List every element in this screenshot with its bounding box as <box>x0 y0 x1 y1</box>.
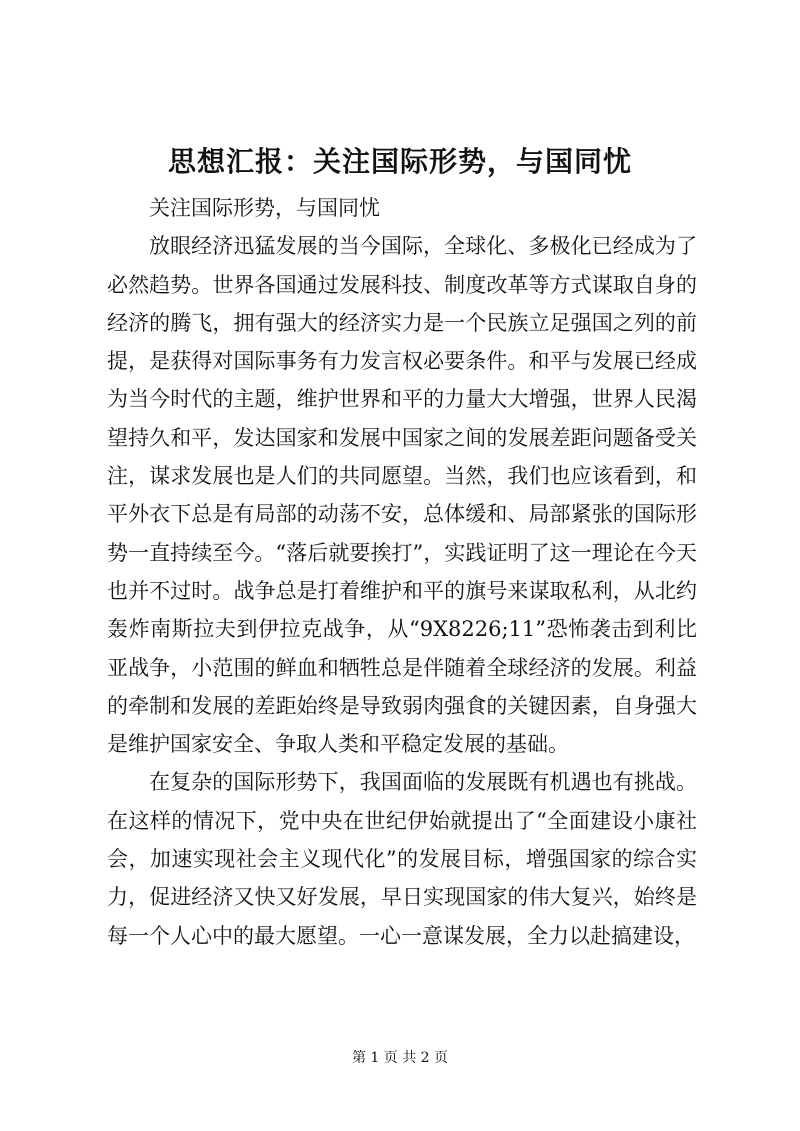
document-body <box>107 189 697 955</box>
subtitle-paragraph: 关注国际形势，与国同忧 <box>149 196 380 220</box>
page-footer: 第 1 页 共 2 页 <box>351 1050 449 1066</box>
document-title: 思想汇报：关注国际形势，与国同忧 <box>167 145 632 178</box>
body-paragraph: 在复杂的国际形势下，我国面临的发展既有机遇也有挑战。在这样的情况下，党中央在世纪伊始就提出了“全面建设小康社会，加速实现社会主义现代化”的发展目标，增强国家的综合实力，促进经济又快又好发展，早日实现国家的伟大复兴，始终是每一个人心中的最大愿望。一心一意谋发展，全力以赴搞建设， <box>107 770 697 948</box>
body-paragraph: 放眼经济迅猛发展的当今国际，全球化、多极化已经成为了必然趋势。世界各国通过发展科技、制度改革等方式谋取自身的经济的腾飞，拥有强大的经济实力是一个民族立足强国之列的前提，是获得对国际事务有力发言权必要条件。和平与发展已经成为当今时代的主题，维护世界和平的力量大大增强，世界人民渴望持久和平，发达国家和发展中国家之间的发展差距问题备受关注，谋求发展也是人们的共同愿望。当然，我们也应该看到，和平外衣下总是有局部的动荡不安，总体缓和、局部紧张的国际形势一直持续至今。“落后就要挨打”，实践证明了这一理论在今天也并不过时。战争总是打着维护和平的旗号来谋取私利，从北约轰炸南斯拉夫到伊拉克战争，从“9X8226;11”恐怖袭击到利比亚战争，小范围的鲜血和牺牲总是伴随着全球经济的发展。利益的牵制和发展的差距始终是导致弱肉强食的关键因素，自身强大是维护国家安全、争取人类和平稳定发展的基础。 <box>107 234 697 757</box>
